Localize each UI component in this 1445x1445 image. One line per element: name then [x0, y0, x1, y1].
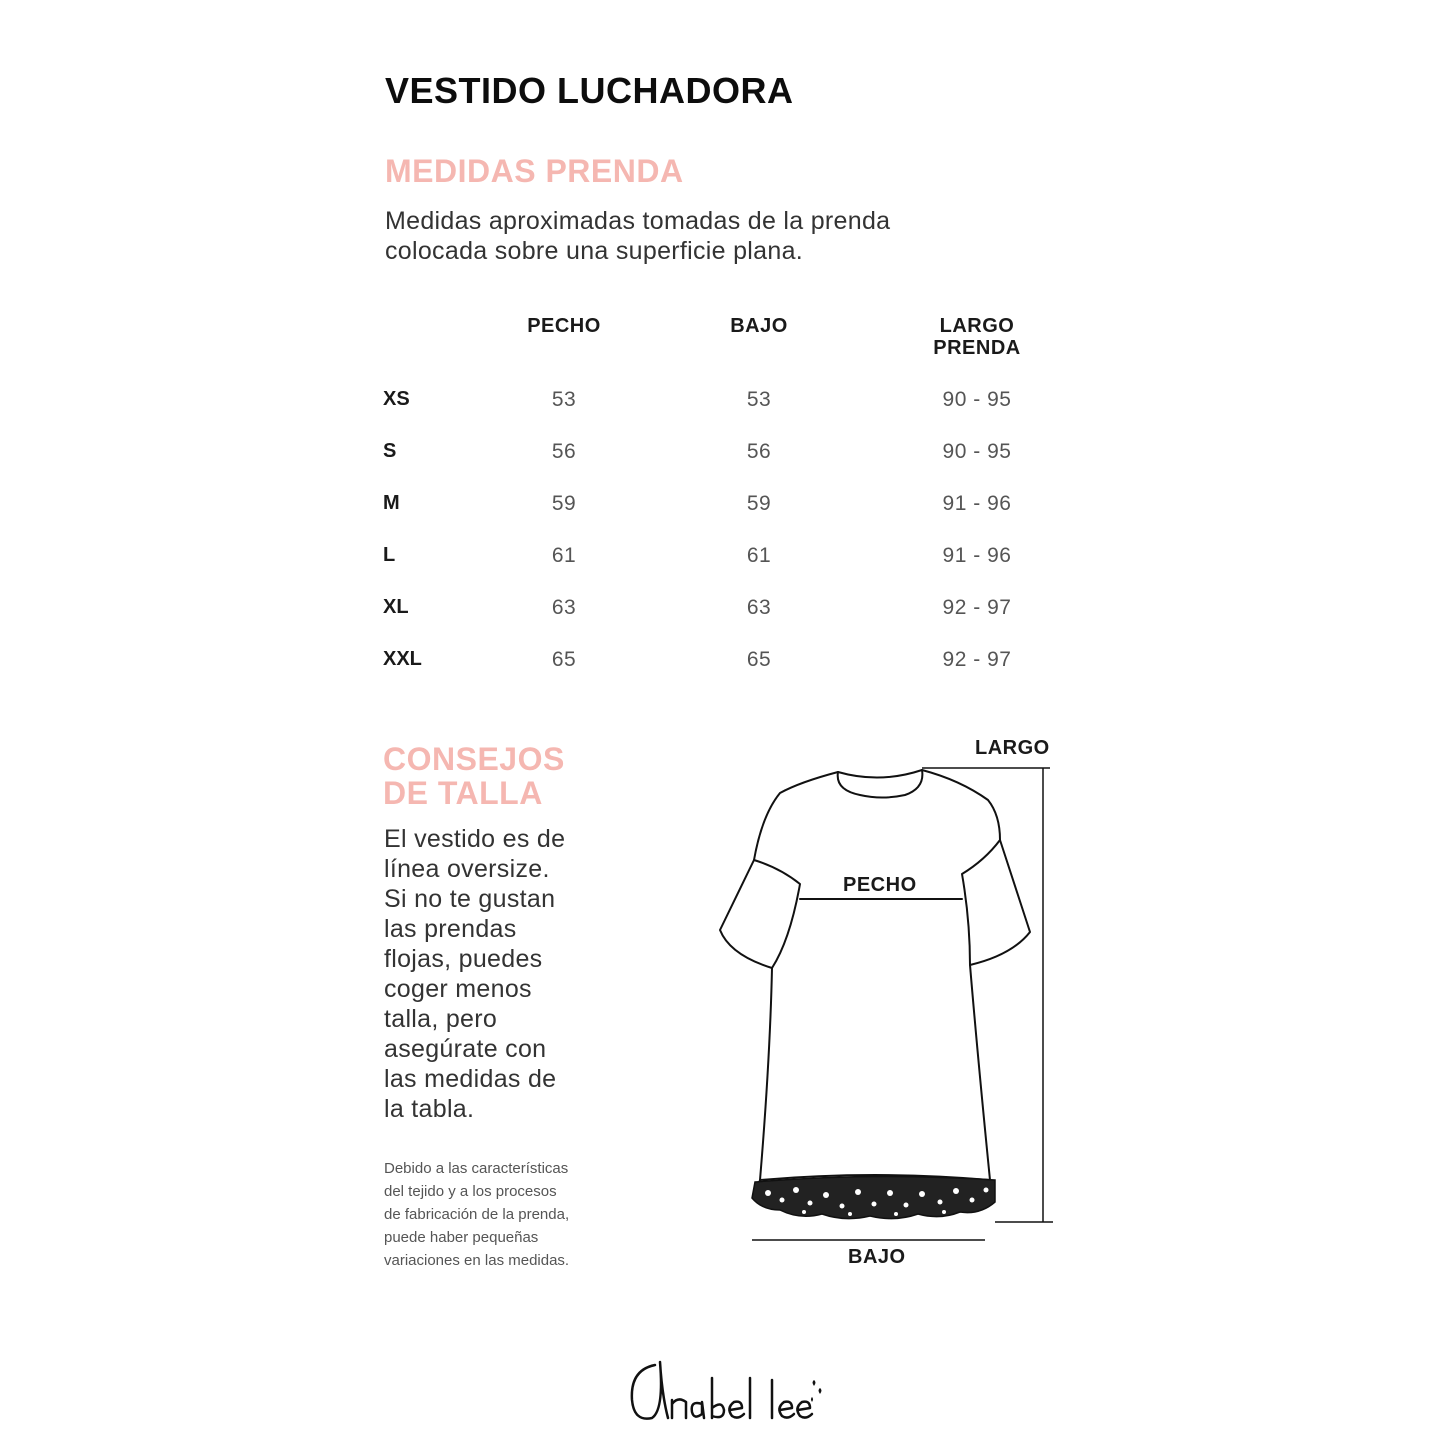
tips-line: flojas, puedes [384, 945, 543, 973]
largo-value: 91 - 96 [942, 492, 1012, 515]
column-header-largo-line: LARGO [939, 315, 1015, 337]
tips-line: las medidas de [384, 1065, 557, 1093]
size-label: XS [383, 388, 410, 410]
bajo-value: 63 [746, 596, 772, 619]
tips-line: Si no te gustan [384, 885, 556, 913]
largo-value: 92 - 97 [942, 596, 1012, 619]
tips-heading-line: CONSEJOS [383, 741, 565, 777]
largo-value: 91 - 96 [942, 544, 1012, 567]
tips-line: El vestido es de [384, 825, 566, 853]
bajo-value: 53 [746, 388, 772, 411]
bajo-value: 65 [746, 648, 772, 671]
tips-line: la tabla. [384, 1095, 475, 1123]
tips-line: las prendas [384, 915, 517, 943]
largo-value: 92 - 97 [942, 648, 1012, 671]
measurements-description-line: colocada sobre una superficie plana. [385, 237, 804, 265]
size-label: S [383, 440, 397, 462]
bajo-value: 59 [746, 492, 772, 515]
bajo-label: BAJO [848, 1246, 906, 1268]
pecho-value: 53 [551, 388, 577, 411]
bajo-value: 56 [746, 440, 772, 463]
size-label: M [383, 492, 400, 514]
tips-heading-line: DE TALLA [383, 775, 543, 811]
pecho-value: 65 [551, 648, 577, 671]
column-header-largo-line: PRENDA [933, 337, 1021, 359]
measurements-heading: MEDIDAS PRENDA [385, 153, 684, 189]
page-title: VESTIDO LUCHADORA [385, 70, 794, 111]
column-header-pecho-label: PECHO [527, 315, 601, 337]
largo-label: LARGO [975, 737, 1050, 759]
pecho-value: 61 [551, 544, 577, 567]
column-header-bajo-label: BAJO [730, 315, 788, 337]
measurements-description-line: Medidas aproximadas tomadas de la prenda [385, 207, 891, 235]
tips-line: coger menos [384, 975, 532, 1003]
largo-value: 90 - 95 [942, 388, 1012, 411]
note-line: de fabricación de la prenda, [384, 1206, 570, 1223]
pecho-label: PECHO [843, 874, 917, 896]
tips-line: talla, pero [384, 1005, 498, 1033]
largo-value: 90 - 95 [942, 440, 1012, 463]
pecho-value: 63 [551, 596, 577, 619]
size-label: XXL [383, 648, 422, 670]
note-line: variaciones en las medidas. [384, 1252, 570, 1269]
note-line: Debido a las características [384, 1160, 569, 1177]
bajo-value: 61 [746, 544, 772, 567]
pecho-value: 59 [551, 492, 577, 515]
pecho-value: 56 [551, 440, 577, 463]
note-line: del tejido y a los procesos [384, 1183, 557, 1200]
note-line: puede haber pequeñas [384, 1229, 539, 1246]
tips-line: línea oversize. [384, 855, 550, 883]
tips-line: asegúrate con [384, 1035, 547, 1063]
size-label: L [383, 544, 396, 566]
size-label: XL [383, 596, 409, 618]
